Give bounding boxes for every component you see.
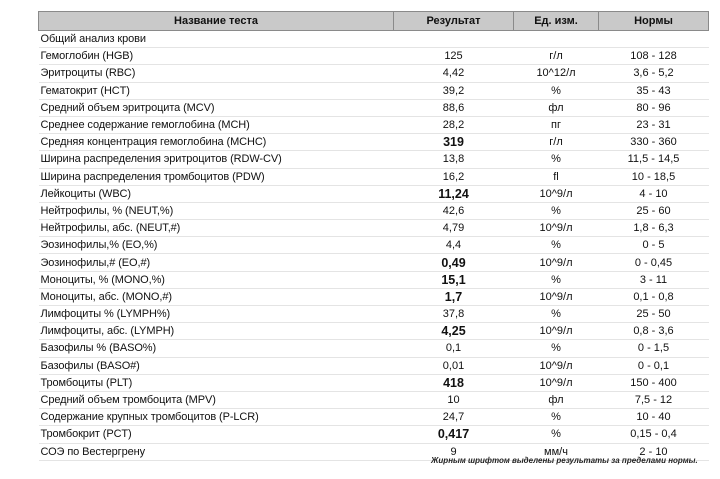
unit-cell: 10^9/л	[514, 288, 599, 305]
table-row	[39, 99, 709, 116]
result-cell: 4,79	[394, 220, 514, 237]
unit-cell: %	[514, 202, 599, 219]
norm-cell: 0,1 - 0,8	[599, 288, 709, 305]
test-name-cell: Нейтрофилы, % (NEUT,%)	[39, 202, 394, 219]
test-name-cell: Моноциты, % (MONO,%)	[39, 271, 394, 288]
test-name-cell: Гематокрит (HCT)	[39, 82, 394, 99]
test-name-cell: Моноциты, абс. (MONO,#)	[39, 288, 394, 305]
test-name-cell: Эозинофилы,% (EO,%)	[39, 237, 394, 254]
table-row	[39, 48, 709, 65]
unit-cell: %	[514, 306, 599, 323]
result-cell: 319	[394, 134, 514, 151]
unit-cell: г/л	[514, 134, 599, 151]
norm-cell: 80 - 96	[599, 99, 709, 116]
result-cell: 11,24	[394, 185, 514, 202]
norm-cell: 35 - 43	[599, 82, 709, 99]
result-cell: 0,1	[394, 340, 514, 357]
result-cell: 15,1	[394, 271, 514, 288]
result-cell: 88,6	[394, 99, 514, 116]
test-name-cell: Содержание крупных тромбоцитов (P-LCR)	[39, 409, 394, 426]
test-name-cell: Тромбоциты (PLT)	[39, 374, 394, 391]
test-name-cell: Эозинофилы,# (EO,#)	[39, 254, 394, 271]
table-row	[39, 323, 709, 340]
blood-test-table	[38, 11, 709, 461]
result-cell: 4,42	[394, 65, 514, 82]
result-cell: 10	[394, 391, 514, 408]
table-row	[39, 116, 709, 133]
test-name-cell: Эритроциты (RBC)	[39, 65, 394, 82]
unit-cell: %	[514, 237, 599, 254]
result-cell: 24,7	[394, 409, 514, 426]
norm-cell: 11,5 - 14,5	[599, 151, 709, 168]
result-cell: 39,2	[394, 82, 514, 99]
unit-cell: %	[514, 426, 599, 443]
test-name-cell: СОЭ по Вестергрену	[39, 443, 394, 460]
table-row	[39, 134, 709, 151]
table-row	[39, 254, 709, 271]
test-name-cell: Базофилы % (BASO%)	[39, 340, 394, 357]
norm-cell: 25 - 60	[599, 202, 709, 219]
table-row	[39, 357, 709, 374]
table-row	[39, 426, 709, 443]
norm-cell: 3,6 - 5,2	[599, 65, 709, 82]
result-cell: 16,2	[394, 168, 514, 185]
unit-cell: %	[514, 409, 599, 426]
result-cell: 9	[394, 443, 514, 460]
group-title: Общий анализ крови	[39, 31, 709, 48]
norm-cell: 0 - 1,5	[599, 340, 709, 357]
norm-cell: 4 - 10	[599, 185, 709, 202]
test-name-cell: Нейтрофилы, абс. (NEUT,#)	[39, 220, 394, 237]
table-row	[39, 340, 709, 357]
test-name-cell: Средний объем тромбоцита (MPV)	[39, 391, 394, 408]
header-unit: Ед. изм.	[514, 12, 599, 31]
table-row	[39, 202, 709, 219]
table-row	[39, 409, 709, 426]
lab-results-sheet	[38, 11, 708, 461]
unit-cell: %	[514, 340, 599, 357]
result-cell: 0,49	[394, 254, 514, 271]
norm-cell: 7,5 - 12	[599, 391, 709, 408]
table-row	[39, 237, 709, 254]
unit-cell: %	[514, 271, 599, 288]
result-cell: 28,2	[394, 116, 514, 133]
table-row	[39, 391, 709, 408]
test-name-cell: Базофилы (BASO#)	[39, 357, 394, 374]
table-row	[39, 168, 709, 185]
group-row	[39, 31, 709, 48]
result-cell: 42,6	[394, 202, 514, 219]
result-cell: 0,417	[394, 426, 514, 443]
unit-cell: 10^9/л	[514, 254, 599, 271]
unit-cell: 10^9/л	[514, 185, 599, 202]
result-cell: 37,8	[394, 306, 514, 323]
header-result: Результат	[394, 12, 514, 31]
test-name-cell: Лимфоциты % (LYMPH%)	[39, 306, 394, 323]
footnote: Жирным шрифтом выделены результаты за пределами нормы.	[431, 456, 698, 465]
test-name-cell: Гемоглобин (HGB)	[39, 48, 394, 65]
table-row	[39, 82, 709, 99]
norm-cell: 2 - 10	[599, 443, 709, 460]
norm-cell: 150 - 400	[599, 374, 709, 391]
norm-cell: 25 - 50	[599, 306, 709, 323]
unit-cell: пг	[514, 116, 599, 133]
header-norm: Нормы	[599, 12, 709, 31]
unit-cell: 10^9/л	[514, 357, 599, 374]
unit-cell: 10^9/л	[514, 220, 599, 237]
table-row	[39, 306, 709, 323]
result-cell: 418	[394, 374, 514, 391]
result-cell: 4,4	[394, 237, 514, 254]
table-row	[39, 151, 709, 168]
result-cell: 0,01	[394, 357, 514, 374]
norm-cell: 108 - 128	[599, 48, 709, 65]
unit-cell: 10^9/л	[514, 374, 599, 391]
test-name-cell: Среднее содержание гемоглобина (MCH)	[39, 116, 394, 133]
unit-cell: г/л	[514, 48, 599, 65]
unit-cell: мм/ч	[514, 443, 599, 460]
header-test-name: Название теста	[39, 12, 394, 31]
test-name-cell: Средняя концентрация гемоглобина (MCHC)	[39, 134, 394, 151]
result-cell: 4,25	[394, 323, 514, 340]
norm-cell: 10 - 18,5	[599, 168, 709, 185]
table-row	[39, 220, 709, 237]
test-name-cell: Ширина распределения эритроцитов (RDW-CV)	[39, 151, 394, 168]
norm-cell: 23 - 31	[599, 116, 709, 133]
norm-cell: 0 - 0,1	[599, 357, 709, 374]
table-row	[39, 374, 709, 391]
norm-cell: 0,8 - 3,6	[599, 323, 709, 340]
unit-cell: fl	[514, 168, 599, 185]
result-cell: 13,8	[394, 151, 514, 168]
unit-cell: фл	[514, 99, 599, 116]
norm-cell: 0 - 5	[599, 237, 709, 254]
result-cell: 125	[394, 48, 514, 65]
table-row	[39, 65, 709, 82]
table-row	[39, 288, 709, 305]
norm-cell: 3 - 11	[599, 271, 709, 288]
unit-cell: 10^9/л	[514, 323, 599, 340]
test-name-cell: Лейкоциты (WBC)	[39, 185, 394, 202]
unit-cell: 10^12/л	[514, 65, 599, 82]
unit-cell: %	[514, 151, 599, 168]
norm-cell: 10 - 40	[599, 409, 709, 426]
table-row	[39, 271, 709, 288]
table-row	[39, 185, 709, 202]
test-name-cell: Тромбокрит (PCT)	[39, 426, 394, 443]
norm-cell: 0 - 0,45	[599, 254, 709, 271]
test-name-cell: Ширина распределения тромбоцитов (PDW)	[39, 168, 394, 185]
norm-cell: 1,8 - 6,3	[599, 220, 709, 237]
table-header-row	[39, 12, 709, 31]
test-name-cell: Лимфоциты, абс. (LYMPH)	[39, 323, 394, 340]
norm-cell: 0,15 - 0,4	[599, 426, 709, 443]
unit-cell: фл	[514, 391, 599, 408]
result-cell: 1,7	[394, 288, 514, 305]
unit-cell: %	[514, 82, 599, 99]
test-name-cell: Средний объем эритроцита (MCV)	[39, 99, 394, 116]
norm-cell: 330 - 360	[599, 134, 709, 151]
